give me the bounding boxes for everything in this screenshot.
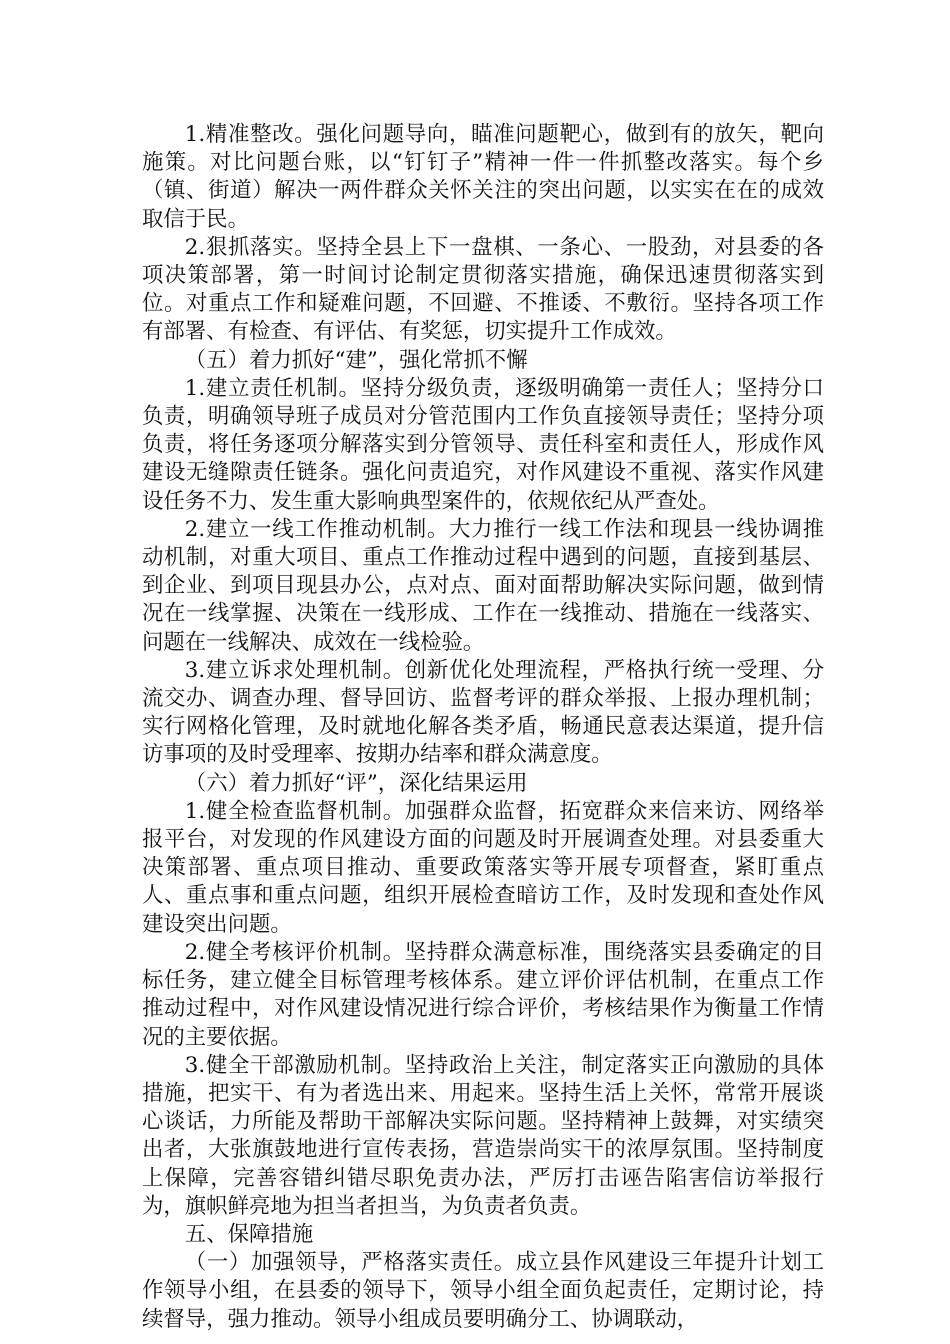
paragraph-precise-rectification: 1.精准整改。强化问题导向，瞄准问题靶心，做到有的放矢，靶向施策。对比问题台账，以“钉钉子”精神一件一件抓整改落实。每个乡（镇、街道）解决一两件群众关怀关注的突出问题，以实实在在的成效取信于民。 — [142, 122, 824, 232]
paragraph-appeal-mechanism: 3.建立诉求处理机制。创新优化处理流程，严格执行统一受理、分流交办、调查办理、督导回访、监督考评的群众举报、上报办理机制；实行网格化管理，及时就地化解各类矛盾，畅通民意表达渠道，提升信访事项的及时受理率、按期办结率和群众满意度。 — [142, 657, 824, 768]
paragraph-responsibility-mechanism: 1.建立责任机制。坚持分级负责，逐级明确第一责任人；坚持分口负责，明确领导班子成员对分管范围内工作负直接领导责任；坚持分项负责，将任务逐项分解落实到分管领导、责任科室和责任人，形成作风建设无缝隙责任链条。强化问责追究，对作风建设不重视、落实作风建设任务不力、发生重大影响典型案件的，依规依纪从严查处。 — [142, 375, 824, 514]
paragraph-supervision-mechanism: 1.健全检查监督机制。加强群众监督，拓宽群众来信来访、网络举报平台，对发现的作风建设方面的问题及时开展调查处理。对县委重大决策部署、重点项目推动、重要政策落实等开展专项督查，紧盯重点人、重点事和重点问题，组织开展检查暗访工作，及时发现和查处作风建设突出问题。 — [142, 798, 824, 937]
paragraph-frontline-mechanism: 2.建立一线工作推动机制。大力推行一线工作法和现县一线协调推动机制，对重大项目、重点工作推动过程中遇到的问题，直接到基层、到企业、到项目现县办公，点对点、面对面帮助解决实际问题，做到情况在一线掌握、决策在一线形成、工作在一线推动、措施在一线落实、问题在一线解决、成效在一线检验。 — [142, 516, 824, 655]
section-heading-evaluate: （六）着力抓好“评”，深化结果运用 — [184, 770, 528, 796]
paragraph-assessment-mechanism: 2.健全考核评价机制。坚持群众满意标准，围绕落实县委确定的目标任务，建立健全目标管理考核体系。建立评价评估机制，在重点工作推动过程中，对作风建设情况进行综合评价，考核结果作为衡量工作情况的主要依据。 — [142, 939, 824, 1050]
document-body — [142, 121, 824, 1334]
paragraph-implementation: 2.狠抓落实。坚持全县上下一盘棋、一条心、一股劲，对县委的各项决策部署，第一时间讨论制定贯彻落实措施，确保迅速贯彻落实到位。对重点工作和疑难问题，不回避、不推诿、不敷衍。坚持各项工作有部署、有检查、有评估、有奖惩，切实提升工作成效。 — [142, 234, 824, 345]
section-heading-safeguards: 五、保障措施 — [184, 1221, 314, 1247]
paragraph-leadership: （一）加强领导，严格落实责任。成立县作风建设三年提升计划工作领导小组，在县委的领导下，领导小组全面负起责任，定期讨论，持续督导，强力推动。领导小组成员要明确分工、协调联动， — [142, 1250, 824, 1332]
section-heading-build: （五）着力抓好“建”，强化常抓不懈 — [184, 347, 528, 373]
paragraph-incentive-mechanism: 3.健全干部激励机制。坚持政治上关注，制定落实正向激励的具体措施，把实干、有为者选出来、用起来。坚持生活上关怀，常常开展谈心谈话，力所能及帮助干部解决实际问题。坚持精神上鼓舞，对实绩突出者，大张旗鼓地进行宣传表扬，营造崇尚实干的浓厚氛围。坚持制度上保障，完善容错纠错尽职免责办法，严厉打击诬告陷害信访举报行为，旗帜鲜亮地为担当者担当，为负责者负责。 — [142, 1052, 824, 1219]
